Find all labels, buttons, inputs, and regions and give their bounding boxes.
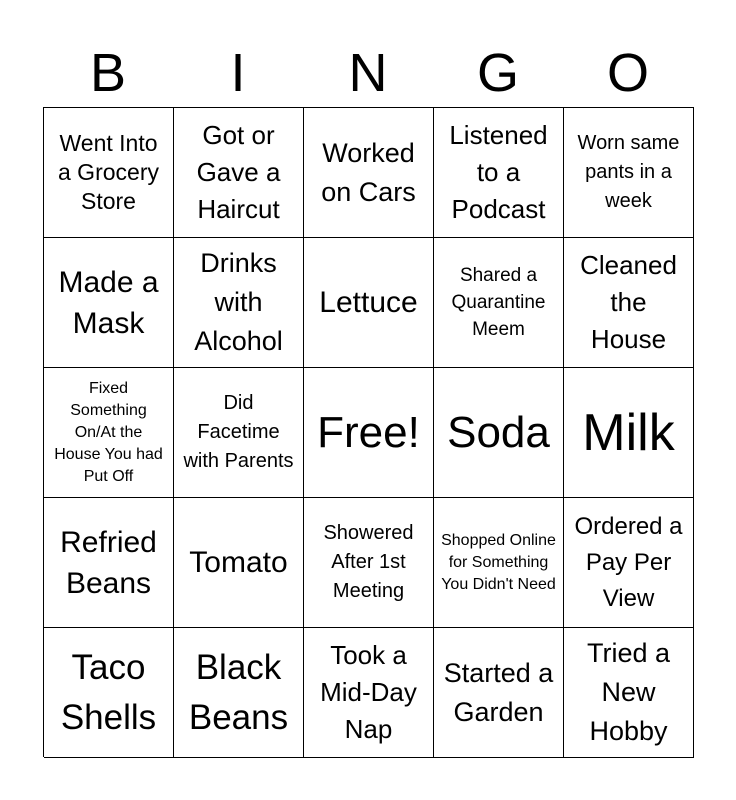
bingo-cell-r3c3[interactable] [304,368,434,498]
cell-text: Black Beans [188,647,289,737]
bingo-cell-r4c2[interactable] [174,498,304,628]
cell-text: Worked on Cars [321,137,416,207]
header-letter-b: B [89,43,127,103]
cell-text: Went Into a Grocery Store [58,130,159,214]
cell-text: Cleaned the House [580,250,677,354]
cell-text: Got or Gave a Haircut [196,120,281,224]
bingo-cell-r3c5[interactable] [564,368,694,498]
cell-text: Refried Beans [60,525,157,600]
header-letter-i: I [230,43,246,103]
bingo-cell-r3c4[interactable] [434,368,564,498]
cell-text: Tomato [189,546,288,579]
bingo-cell-r1c2[interactable] [174,108,304,238]
cell-text: Fixed Something On/At the House You had Put Off [54,379,163,485]
cell-text: Tried a New Hobby [586,638,671,746]
bingo-cell-r2c1[interactable] [44,238,174,368]
cell-text: Worn same pants in a week [577,132,680,212]
bingo-cell-r4c5[interactable] [564,498,694,628]
bingo-cell-r4c4[interactable] [434,498,564,628]
header-letter-n: N [348,43,388,103]
bingo-header [43,40,693,106]
bingo-cell-r4c3[interactable] [304,498,434,628]
cell-text: Showered After 1st Meeting [323,522,414,602]
bingo-cell-r2c2[interactable] [174,238,304,368]
bingo-cell-r1c3[interactable] [304,108,434,238]
cell-text: Taco Shells [60,647,157,737]
cell-text: Made a Mask [58,265,159,340]
cell-text: Milk [582,403,675,462]
cell-text: Shopped Online for Something You Didn't Need [441,531,556,593]
cell-text: Shared a Quarantine Meem [451,265,546,340]
free-space: Free! [317,407,420,457]
bingo-cell-r1c5[interactable] [564,108,694,238]
header-letter-g: G [476,43,519,103]
bingo-cell-r1c1[interactable] [44,108,174,238]
bingo-cell-r3c1[interactable] [44,368,174,498]
bingo-cell-r2c3[interactable] [304,238,434,368]
bingo-cell-r5c2[interactable] [174,628,304,758]
bingo-board [43,107,694,757]
bingo-cell-r5c5[interactable] [564,628,694,758]
cell-text: Lettuce [319,286,418,319]
cell-text: Listened to a Podcast [449,120,548,224]
cell-text: Took a Mid-Day Nap [320,640,417,744]
bingo-cell-r2c4[interactable] [434,238,564,368]
bingo-cell-r5c3[interactable] [304,628,434,758]
bingo-cell-r2c5[interactable] [564,238,694,368]
cell-text: Started a Garden [443,657,554,727]
bingo-cell-r5c1[interactable] [44,628,174,758]
bingo-cell-r4c1[interactable] [44,498,174,628]
bingo-cell-r1c4[interactable] [434,108,564,238]
cell-text: Ordered a Pay Per View [574,512,683,612]
cell-text: Did Facetime with Parents [183,392,294,472]
cell-text: Soda [447,407,550,457]
bingo-cell-r5c4[interactable] [434,628,564,758]
cell-text: Drinks with Alcohol [194,248,283,356]
header-letter-o: O [606,43,649,103]
bingo-cell-r3c2[interactable] [174,368,304,498]
